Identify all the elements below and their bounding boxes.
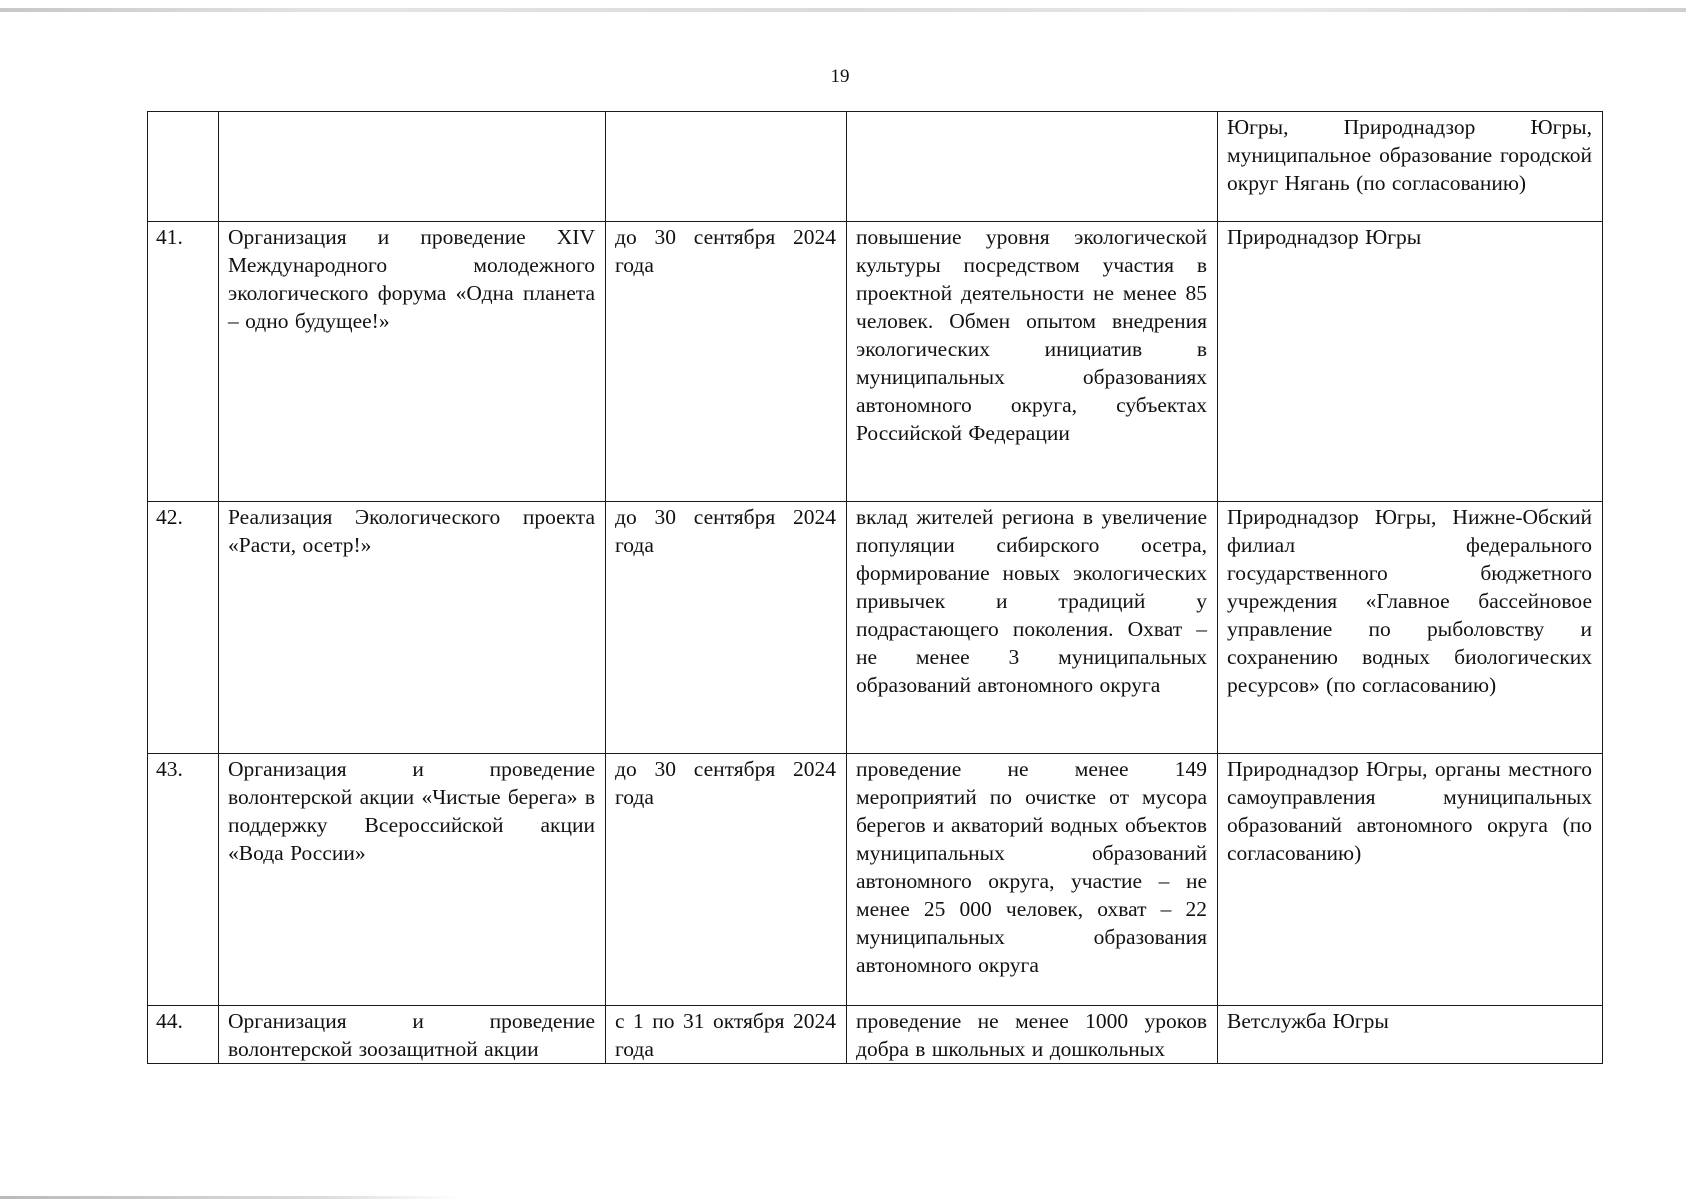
- table-row: [148, 222, 1603, 502]
- deadline-cell: [606, 112, 847, 222]
- row-number-cell: [148, 112, 219, 222]
- responsible-cell: Ветслужба Югры: [1218, 1006, 1603, 1064]
- responsible-cell: Югры, Природнадзор Югры, муниципальное образование городской округ Нягань (по согласованию): [1218, 112, 1603, 222]
- deadline-cell: с 1 по 31 октября 2024 года: [606, 1006, 847, 1064]
- scan-top-edge: [0, 8, 1686, 12]
- responsible-cell: Природнадзор Югры, Нижне-Обский филиал федерального государственного бюджетного учреждения «Главное бассейновое управление по рыболовству и сохранению водных биологических ресурсов» (по согласованию): [1218, 502, 1603, 754]
- activity-name-cell: [219, 112, 606, 222]
- row-number-cell: 43.: [148, 754, 219, 1006]
- expected-result-cell: вклад жителей региона в увеличение популяции сибирского осетра, формирование новых экологических привычек и традиций у подрастающего поколения. Охват – не менее 3 муниципальных образований автономного округа: [847, 502, 1218, 754]
- scan-bottom-edge: [0, 1196, 460, 1199]
- expected-result-cell: проведение не менее 149 мероприятий по очистке от мусора берегов и акваторий водных объектов муниципальных образований автономного округа, участие – не менее 25 000 человек, охват – 22 муниципальных образования автономного округа: [847, 754, 1218, 1006]
- deadline-cell: до 30 сентября 2024 года: [606, 222, 847, 502]
- activity-name-cell: Организация и проведение волонтерской зоозащитной акции: [219, 1006, 606, 1064]
- activity-name-cell: Реализация Экологического проекта «Расти, осетр!»: [219, 502, 606, 754]
- expected-result-cell: проведение не менее 1000 уроков добра в школьных и дошкольных: [847, 1006, 1218, 1064]
- activity-name-cell: Организация и проведение XIV Международного молодежного экологического форума «Одна планета – одно будущее!»: [219, 222, 606, 502]
- expected-result-cell: [847, 112, 1218, 222]
- activity-name-cell: Организация и проведение волонтерской акции «Чистые берега» в поддержку Всероссийской акции «Вода России»: [219, 754, 606, 1006]
- page-number: 19: [830, 66, 850, 87]
- row-number-cell: 42.: [148, 502, 219, 754]
- responsible-cell: Природнадзор Югры, органы местного самоуправления муниципальных образований автономного округа (по согласованию): [1218, 754, 1603, 1006]
- table-row: [148, 1006, 1603, 1064]
- table-row: [148, 754, 1603, 1006]
- table-row-continuation: [148, 112, 1603, 222]
- activities-table: [147, 111, 1603, 1064]
- expected-result-cell: повышение уровня экологической культуры посредством участия в проектной деятельности не менее 85 человек. Обмен опытом внедрения экологических инициатив в муниципальных образованиях автономного округа, субъектах Российской Федерации: [847, 222, 1218, 502]
- row-number-cell: 41.: [148, 222, 219, 502]
- row-number-cell: 44.: [148, 1006, 219, 1064]
- deadline-cell: до 30 сентября 2024 года: [606, 754, 847, 1006]
- responsible-cell: Природнадзор Югры: [1218, 222, 1603, 502]
- table-row: [148, 502, 1603, 754]
- deadline-cell: до 30 сентября 2024 года: [606, 502, 847, 754]
